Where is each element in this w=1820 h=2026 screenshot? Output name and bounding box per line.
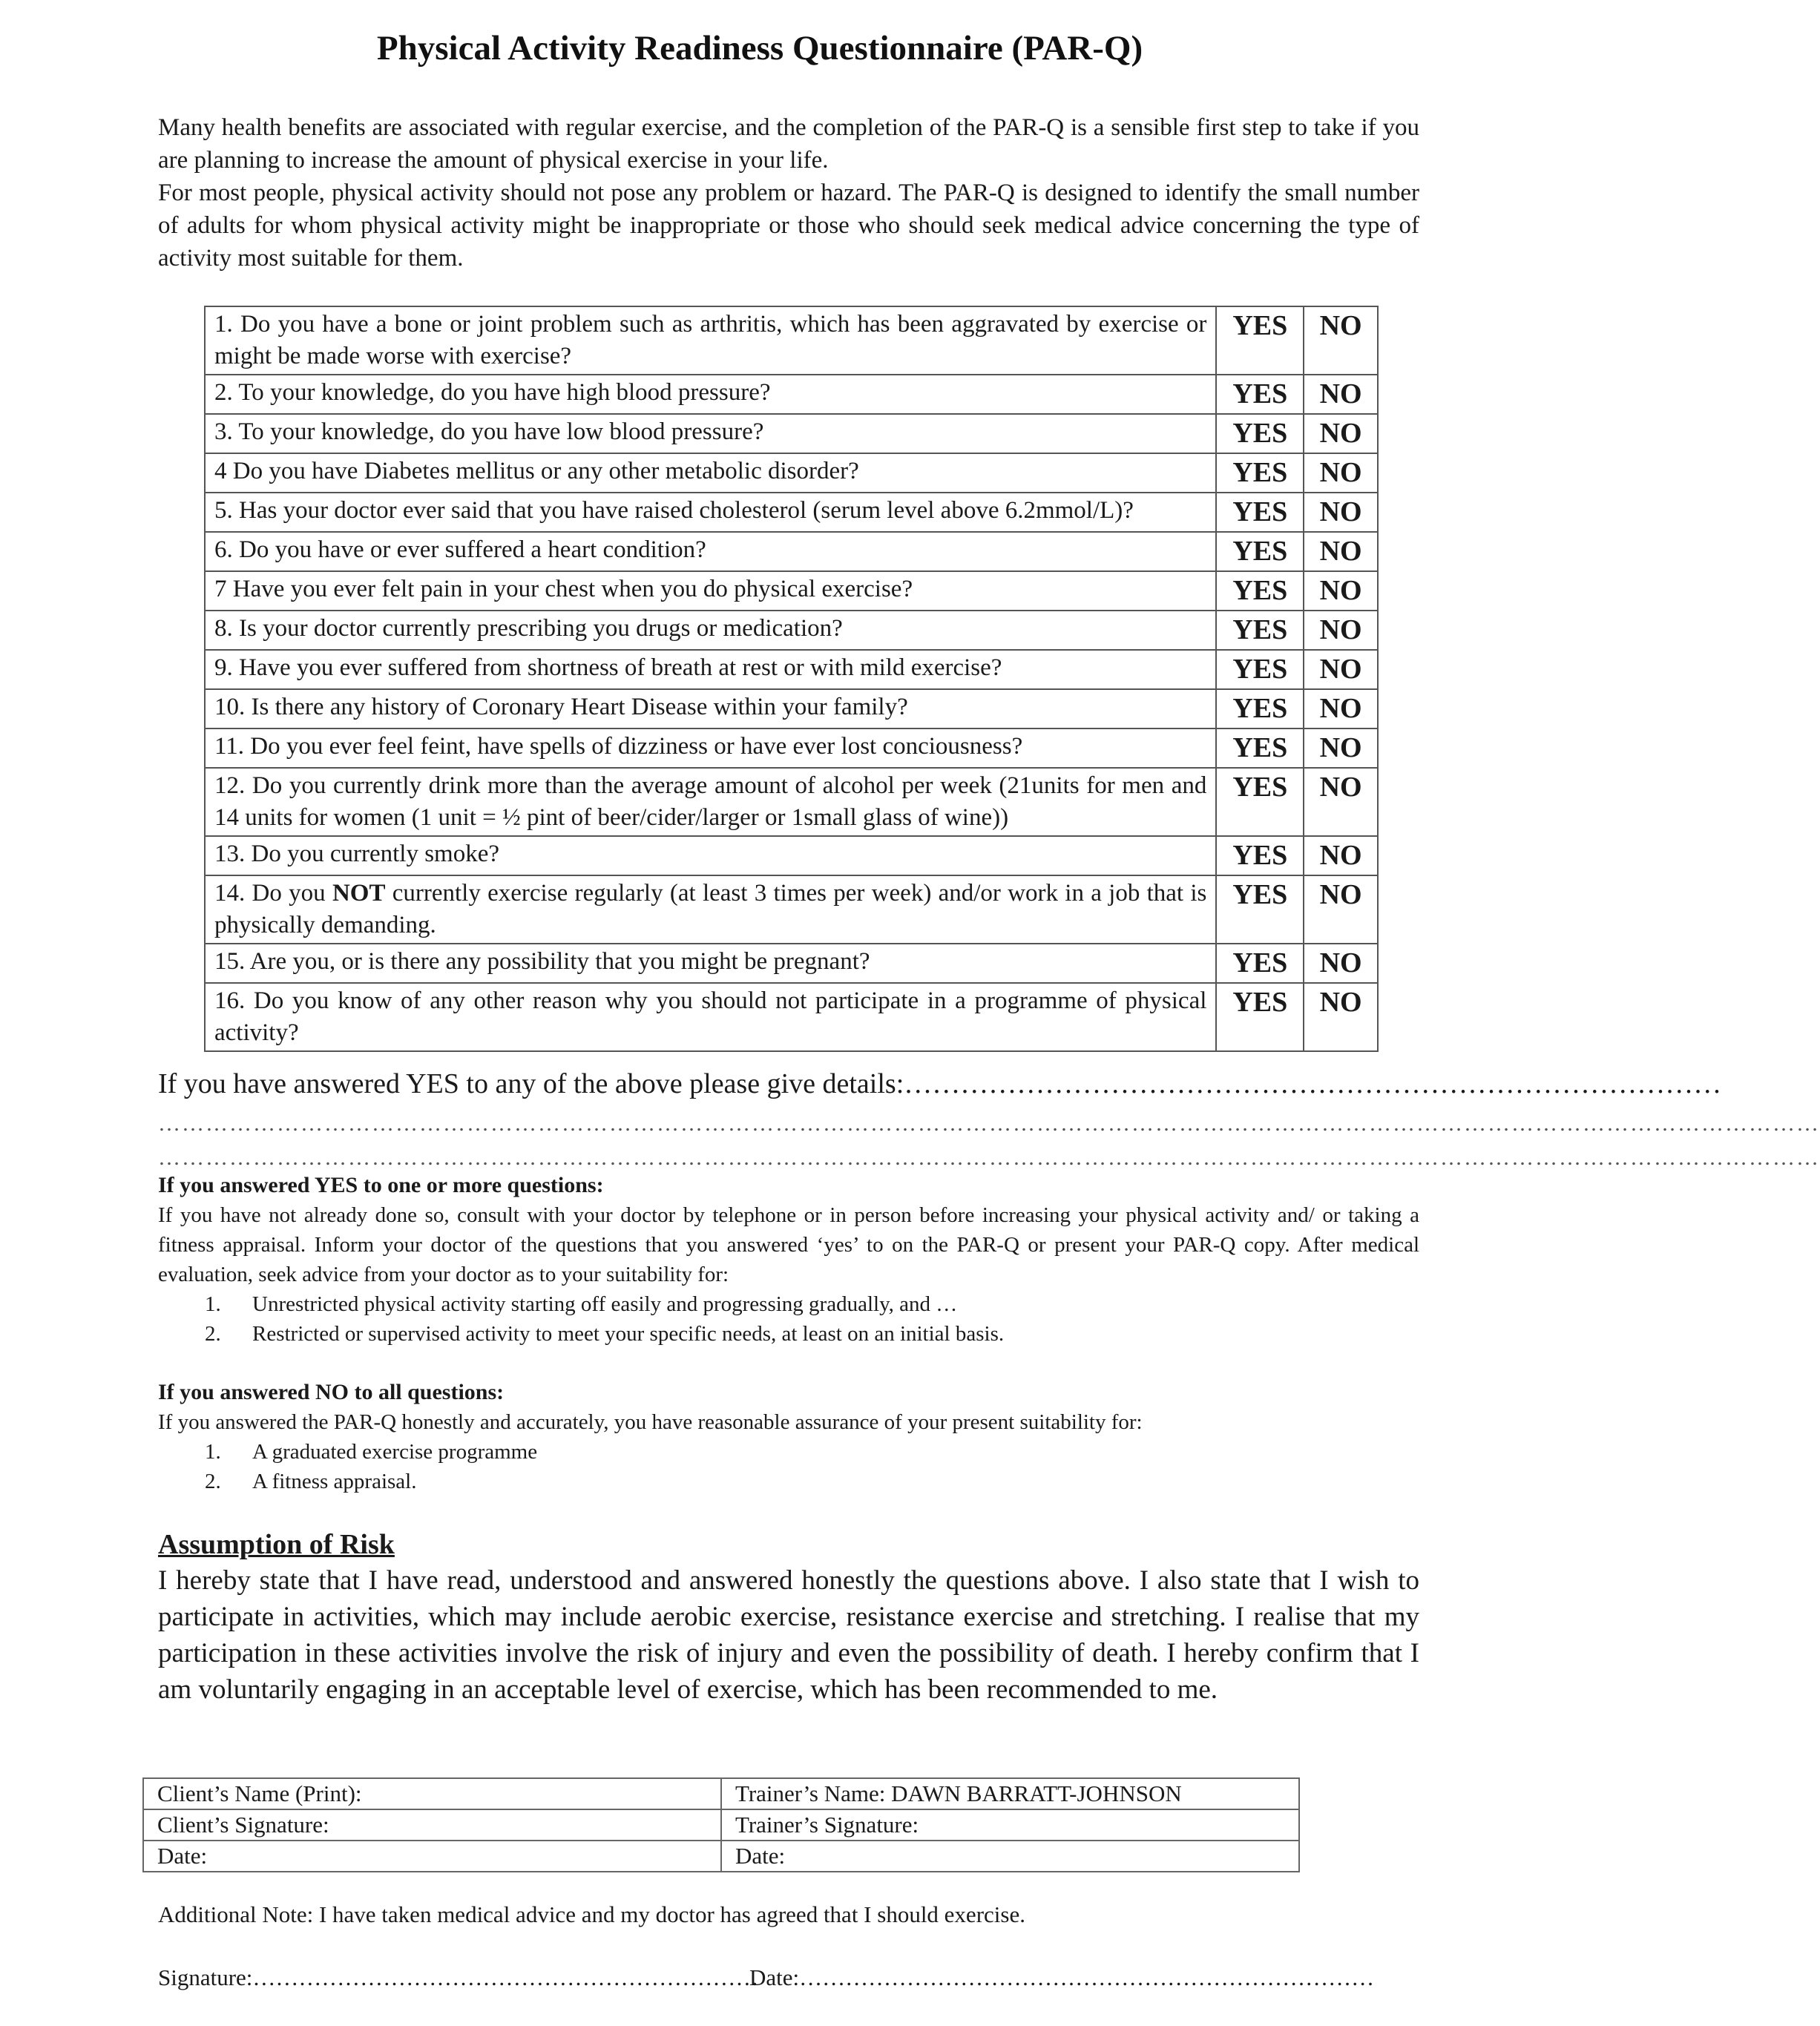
yes-option[interactable]: YES — [1216, 453, 1304, 493]
yes-guidance-heading: If you answered YES to one or more questions: — [158, 1173, 604, 1197]
question-row — [205, 983, 1378, 1051]
question-text: 6. Do you have or ever suffered a heart condition? — [205, 532, 1216, 571]
no-option[interactable]: NO — [1304, 611, 1378, 650]
question-row — [205, 836, 1378, 875]
no-option[interactable]: NO — [1304, 875, 1378, 944]
trainer-signature-field[interactable]: Trainer’s Signature: — [721, 1809, 1299, 1841]
yes-option[interactable]: YES — [1216, 650, 1304, 689]
question-text: 5. Has your doctor ever said that you have raised cholesterol (serum level above 6.2mmol/L)? — [205, 493, 1216, 532]
no-guidance-heading: If you answered NO to all questions: — [158, 1380, 505, 1404]
question-text: 7 Have you ever felt pain in your chest when you do physical exercise? — [205, 571, 1216, 611]
question-text: 8. Is your doctor currently prescribing you drugs or medication? — [205, 611, 1216, 650]
question-row — [205, 611, 1378, 650]
yes-option[interactable]: YES — [1216, 768, 1304, 836]
yes-guidance-list — [158, 1289, 1419, 1349]
question-row — [205, 875, 1378, 944]
list-item: 2. A fitness appraisal. — [205, 1470, 417, 1493]
page-title: Physical Activity Readiness Questionnaire (PAR-Q) — [376, 29, 1143, 68]
question-row — [205, 306, 1378, 375]
intro-paragraph: Many health benefits are associated with regular exercise, and the completion of the PAR-Q is a sensible first step to take if you are planning to increase the amount of physical exercise in your life. — [158, 114, 1419, 174]
table-row — [143, 1809, 1299, 1841]
question-row — [205, 414, 1378, 453]
yes-option[interactable]: YES — [1216, 493, 1304, 532]
no-option[interactable]: NO — [1304, 768, 1378, 836]
no-option[interactable]: NO — [1304, 375, 1378, 414]
yes-option[interactable]: YES — [1216, 532, 1304, 571]
no-option[interactable]: NO — [1304, 453, 1378, 493]
client-date-field[interactable]: Date: — [143, 1841, 721, 1872]
yes-option[interactable]: YES — [1216, 728, 1304, 768]
yes-option[interactable]: YES — [1216, 571, 1304, 611]
yes-option[interactable]: YES — [1216, 944, 1304, 983]
yes-option[interactable]: YES — [1216, 689, 1304, 728]
risk-heading: Assumption of Risk — [158, 1529, 395, 1560]
yes-option[interactable]: YES — [1216, 306, 1304, 375]
question-text: 12. Do you currently drink more than the average amount of alcohol per week (21units for men and 14 units for women (1 unit = ½ pint of beer/cider/larger or 1small glass of wine)) — [205, 768, 1216, 836]
question-row — [205, 650, 1378, 689]
question-text: 2. To your knowledge, do you have high blood pressure? — [205, 375, 1216, 414]
client-signature-field[interactable]: Client’s Signature: — [143, 1809, 721, 1841]
no-option[interactable]: NO — [1304, 983, 1378, 1051]
yes-guidance-section — [158, 1171, 1419, 1349]
list-item: 2. Restricted or supervised activity to meet your specific needs, at least on an initial basis. — [205, 1322, 1005, 1346]
list-item: 1. Unrestricted physical activity starting off easily and progressing gradually, and … — [205, 1292, 958, 1316]
yes-guidance-body: If you have not already done so, consult with your doctor by telephone or in person before increasing your physical activity and/ or taking a fitness appraisal. Inform your doctor of the questions that you answered ‘yes’ to on the PAR-Q or present your PAR-Q copy. After medical evaluation, seek advice from your doctor as to your suitability for: — [158, 1203, 1419, 1286]
no-option[interactable]: NO — [1304, 306, 1378, 375]
trainer-date-field[interactable]: Date: — [721, 1841, 1299, 1872]
table-row — [143, 1841, 1299, 1872]
no-option[interactable]: NO — [1304, 493, 1378, 532]
question-text: 1. Do you have a bone or joint problem such as arthritis, which has been aggravated by exercise or might be made worse with exercise? — [205, 306, 1216, 375]
no-guidance-body: If you answered the PAR-Q honestly and accurately, you have reasonable assurance of your present suitability for: — [158, 1410, 1143, 1434]
question-text: 3. To your knowledge, do you have low blood pressure? — [205, 414, 1216, 453]
no-option[interactable]: NO — [1304, 836, 1378, 875]
footer-date-field[interactable]: Date:………………………………………………………………… — [749, 1964, 1375, 1990]
no-option[interactable]: NO — [1304, 689, 1378, 728]
question-row — [205, 768, 1378, 836]
question-text: 11. Do you ever feel feint, have spells of dizziness or have ever lost conciousness? — [205, 728, 1216, 768]
question-row — [205, 571, 1378, 611]
question-text: 14. Do you NOT currently exercise regularly (at least 3 times per week) and/or work in a job that is physically demanding. — [205, 875, 1216, 944]
details-prompt[interactable] — [158, 1065, 1722, 1103]
signature-table — [142, 1777, 1300, 1872]
trainer-name-field[interactable]: Trainer’s Name: DAWN BARRATT-JOHNSON — [721, 1778, 1299, 1809]
additional-note: Additional Note: I have taken medical advice and my doctor has agreed that I should exercise. — [158, 1901, 1025, 1927]
question-text: 4 Do you have Diabetes mellitus or any other metabolic disorder? — [205, 453, 1216, 493]
no-option[interactable]: NO — [1304, 650, 1378, 689]
list-item: 1. A graduated exercise programme — [205, 1440, 538, 1464]
footer-signature-label: Signature: — [158, 1964, 253, 1990]
no-option[interactable]: NO — [1304, 532, 1378, 571]
yes-option[interactable]: YES — [1216, 611, 1304, 650]
yes-option[interactable]: YES — [1216, 414, 1304, 453]
no-guidance-section — [158, 1378, 1419, 1496]
question-row — [205, 453, 1378, 493]
question-row — [205, 493, 1378, 532]
question-row — [205, 944, 1378, 983]
question-row — [205, 532, 1378, 571]
yes-option[interactable]: YES — [1216, 836, 1304, 875]
question-text: 15. Are you, or is there any possibility that you might be pregnant? — [205, 944, 1216, 983]
question-row — [205, 689, 1378, 728]
no-option[interactable]: NO — [1304, 414, 1378, 453]
risk-statement: I hereby state that I have read, understood and answered honestly the questions above. I also state that I wish to participate in activities, which may include aerobic exercise, resistance exercise and stretching. I realise that my participation in these activities involve the risk of injury and even the possibility of death. I hereby confirm that I am voluntarily engaging in an acceptable level of exercise, which has been recommended to me. — [158, 1565, 1419, 1705]
details-label: If you have answered YES to any of the above please give details: — [158, 1068, 904, 1099]
footer-signature-field[interactable]: Signature:………………………………………………………… — [158, 1964, 759, 1990]
question-text: 9. Have you ever suffered from shortness of breath at rest or with mild exercise? — [205, 650, 1216, 689]
yes-option[interactable]: YES — [1216, 875, 1304, 944]
details-line[interactable]: ………………………………………………………………………………………………………………………………………………………………………………………… — [158, 1145, 1820, 1170]
question-text: 16. Do you know of any other reason why you should not participate in a programme of physical activity? — [205, 983, 1216, 1051]
question-row — [205, 375, 1378, 414]
intro-paragraph: For most people, physical activity should not pose any problem or hazard. The PAR-Q is designed to identify the small number of adults for whom physical activity might be inappropriate or those who should seek medical advice concerning the type of activity most suitable for them. — [158, 180, 1419, 272]
yes-option[interactable]: YES — [1216, 983, 1304, 1051]
client-name-field[interactable]: Client’s Name (Print): — [143, 1778, 721, 1809]
question-row — [205, 728, 1378, 768]
intro-text — [158, 111, 1419, 274]
question-text: 13. Do you currently smoke? — [205, 836, 1216, 875]
no-guidance-list — [158, 1437, 1419, 1496]
no-option[interactable]: NO — [1304, 728, 1378, 768]
no-option[interactable]: NO — [1304, 571, 1378, 611]
question-text: 10. Is there any history of Coronary Heart Disease within your family? — [205, 689, 1216, 728]
no-option[interactable]: NO — [1304, 944, 1378, 983]
questions-table — [204, 306, 1379, 1052]
details-line[interactable]: ………………………………………………………………………………………………………………………………………………………………………………………… — [158, 1111, 1820, 1136]
yes-option[interactable]: YES — [1216, 375, 1304, 414]
table-row — [143, 1778, 1299, 1809]
details-dots: …………………………………………………………………………… — [904, 1068, 1722, 1099]
footer-date-label: Date: — [749, 1964, 800, 1990]
